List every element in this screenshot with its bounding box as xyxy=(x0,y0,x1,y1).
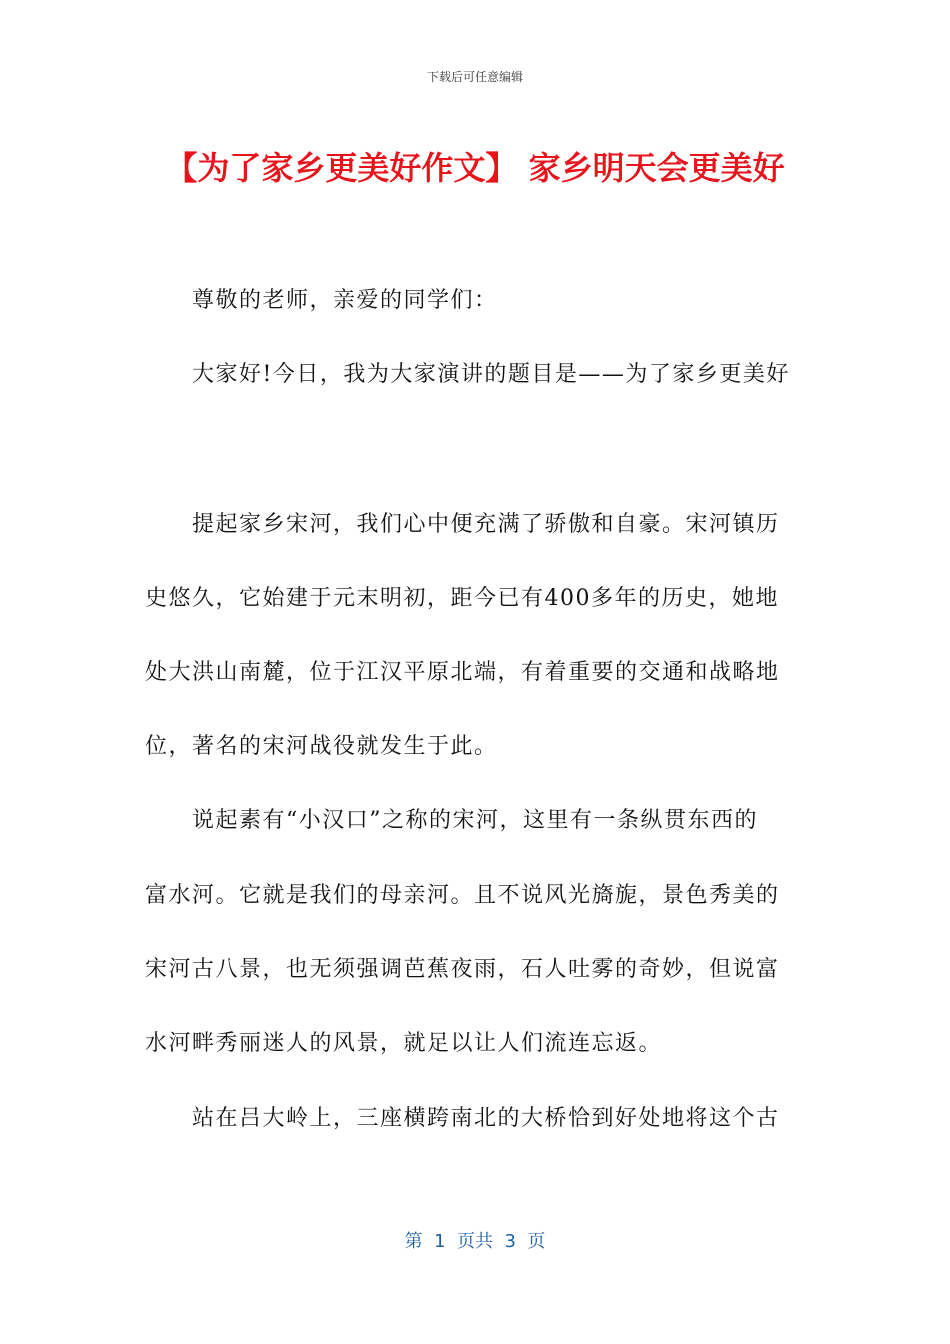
paragraph-line: 说起素有“小汉口”之称的宋河，这里有一条纵贯东西的 xyxy=(192,808,758,833)
paragraph-line: 提起家乡宋河，我们心中便充满了骄傲和自豪。宋河镇历 xyxy=(192,512,780,537)
paragraph-line: 站在吕大岭上，三座横跨南北的大桥恰到好处地将这个古 xyxy=(192,1106,780,1131)
paragraph-line: 宋河古八景，也无须强调芭蕉夜雨，石人吐雾的奇妙，但说富 xyxy=(145,957,780,982)
paragraph-line: 水河畔秀丽迷人的风景，就足以让人们流连忘返。 xyxy=(145,1031,663,1056)
paragraph-line: 处大洪山南麓，位于江汉平原北端，有着重要的交通和战略地 xyxy=(145,660,780,685)
header-note: 下载后可任意编辑 xyxy=(426,70,523,84)
paragraph-line: 位，著名的宋河战役就发生于此。 xyxy=(145,734,498,759)
greeting-line: 大家好!今日，我为大家演讲的题目是——为了家乡更美好 xyxy=(192,362,790,387)
paragraph-line: 富水河。它就是我们的母亲河。且不说风光旖旎，景色秀美的 xyxy=(145,883,780,908)
page-title: 【为了家乡更美好作文】 家乡明天会更美好 xyxy=(165,149,785,187)
paragraph-line: 史悠久，它始建于元末明初，距今已有400多年的历史，她地 xyxy=(145,586,779,611)
page-footer: 第 1 页共 3 页 xyxy=(404,1231,546,1252)
salutation-line: 尊敬的老师，亲爱的同学们： xyxy=(192,288,498,313)
